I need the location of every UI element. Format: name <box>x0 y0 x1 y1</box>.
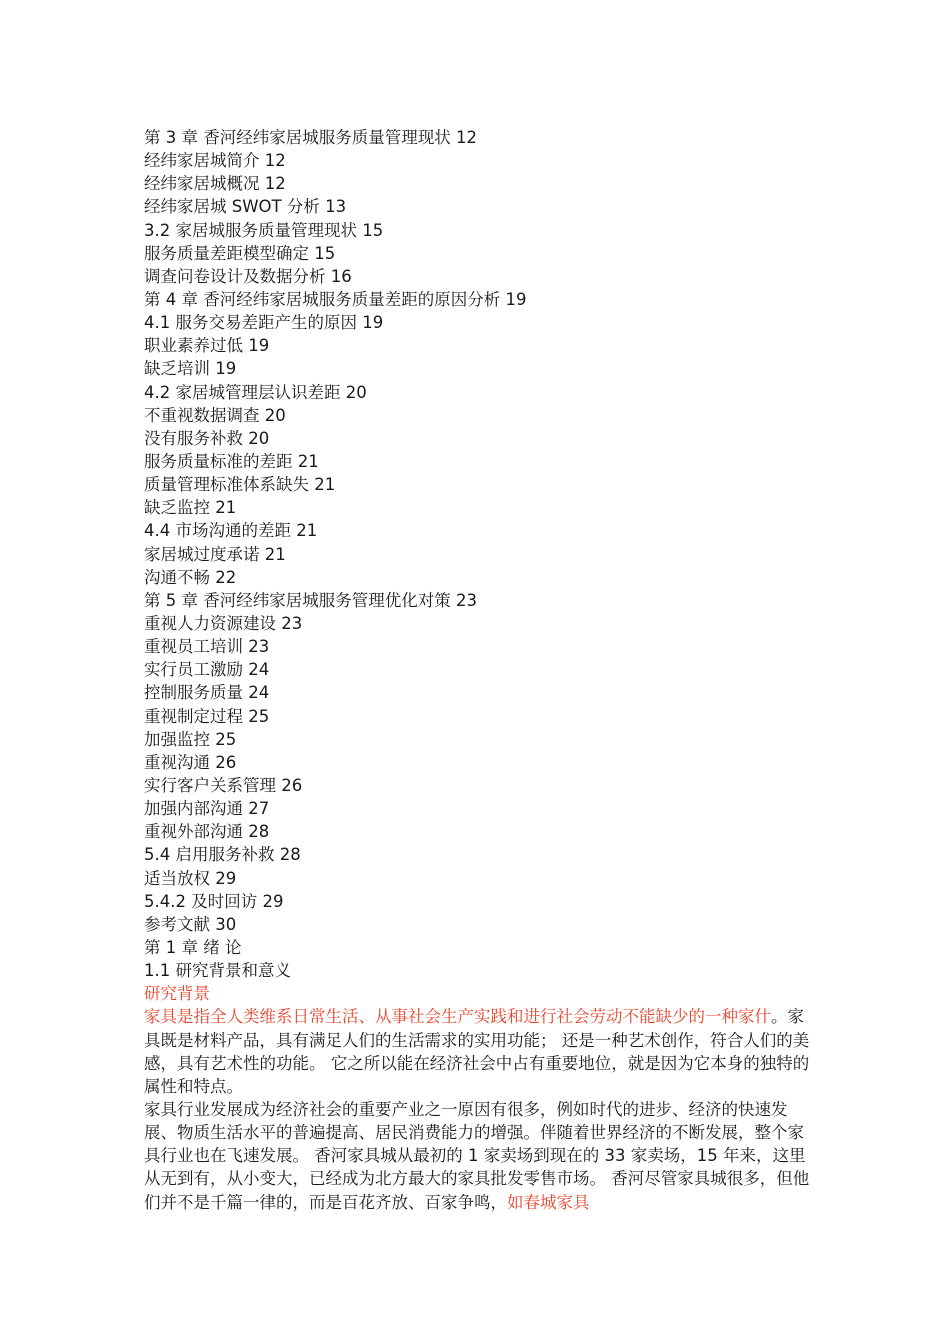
toc-entry: 重视人力资源建设 23 <box>144 613 303 633</box>
chapter-title: 第 1 章 绪 论 <box>144 937 242 957</box>
toc-entry: 不重视数据调查 20 <box>144 405 286 425</box>
toc-entry: 5.4.2 及时回访 29 <box>144 891 284 911</box>
toc-entry: 第 4 章 香河经纬家居城服务质量差距的原因分析 19 <box>144 289 527 309</box>
paragraph-2-highlight: 如春城家具 <box>507 1192 590 1212</box>
toc-entry: 适当放权 29 <box>144 868 237 888</box>
toc-entry: 家居城过度承诺 21 <box>144 544 286 564</box>
paragraph-1-body: 。家具既是材料产品，具有满足人们的生活需求的实用功能； 还是一种艺术创作，符合人们的美感，具有艺术性的功能。 它之所以能在经济社会中占有重要地位，就是因为它本身的独特的属性和特点。 <box>144 1007 810 1096</box>
toc-entry: 4.4 市场沟通的差距 21 <box>144 521 318 541</box>
toc-entry: 服务质量标准的差距 21 <box>144 451 319 471</box>
toc-entry: 加强监控 25 <box>144 729 237 749</box>
toc-entry: 4.2 家居城管理层认识差距 20 <box>144 382 367 402</box>
toc-entry: 经纬家居城 SWOT 分析 13 <box>144 197 347 217</box>
toc-entry: 第 5 章 香河经纬家居城服务管理优化对策 23 <box>144 590 477 610</box>
toc-entry: 缺乏监控 21 <box>144 498 237 518</box>
table-of-contents <box>144 126 814 936</box>
subsection-title: 研究背景 <box>144 984 210 1004</box>
toc-entry: 缺乏培训 19 <box>144 359 237 379</box>
toc-entry: 调查问卷设计及数据分析 16 <box>144 266 352 286</box>
toc-entry: 服务质量差距模型确定 15 <box>144 243 336 263</box>
toc-entry: 经纬家居城概况 12 <box>144 174 286 194</box>
toc-entry: 3.2 家居城服务质量管理现状 15 <box>144 220 384 240</box>
toc-entry: 职业素养过低 19 <box>144 336 270 356</box>
toc-entry: 实行员工激励 24 <box>144 660 270 680</box>
toc-entry: 没有服务补救 20 <box>144 428 270 448</box>
toc-entry: 控制服务质量 24 <box>144 683 270 703</box>
document-page <box>144 126 814 1214</box>
toc-entry: 重视外部沟通 28 <box>144 822 270 842</box>
toc-entry: 4.1 服务交易差距产生的原因 19 <box>144 313 384 333</box>
toc-entry: 5.4 启用服务补救 28 <box>144 845 301 865</box>
toc-entry: 重视沟通 26 <box>144 752 237 772</box>
toc-entry: 重视员工培训 23 <box>144 637 270 657</box>
toc-entry: 加强内部沟通 27 <box>144 799 270 819</box>
toc-entry: 质量管理标准体系缺失 21 <box>144 475 336 495</box>
section-title: 1.1 研究背景和意义 <box>144 961 291 981</box>
toc-entry: 第 3 章 香河经纬家居城服务质量管理现状 12 <box>144 128 477 147</box>
toc-entry: 重视制定过程 25 <box>144 706 270 726</box>
toc-entry: 沟通不畅 22 <box>144 567 237 587</box>
paragraph-2 <box>144 1098 814 1214</box>
toc-entry: 经纬家居城简介 12 <box>144 151 286 171</box>
toc-entry: 参考文献 30 <box>144 914 237 934</box>
paragraph-1-highlight: 家具是指全人类维系日常生活、从事社会生产实践和进行社会劳动不能缺少的一种家什 <box>144 1007 771 1027</box>
paragraph-1 <box>144 1005 814 1098</box>
toc-entry: 实行客户关系管理 26 <box>144 775 303 795</box>
paragraph-2-body: 家具行业发展成为经济社会的重要产业之一原因有很多，例如时代的进步、经济的快速发展、物质生活水平的普遍提高、居民消费能力的增强。伴随着世界经济的不断发展，整个家具行业也在飞速发展。 香河家具城从最初的 1 家卖场到现在的 33 家卖场，15 年来，这里从无到有，从小变大，已经成为北方最大的家具批发零售市场。 香河尽管家具城很多，但他们并不是千篇一律的，而是百花齐放、百家争鸣， <box>144 1099 810 1212</box>
